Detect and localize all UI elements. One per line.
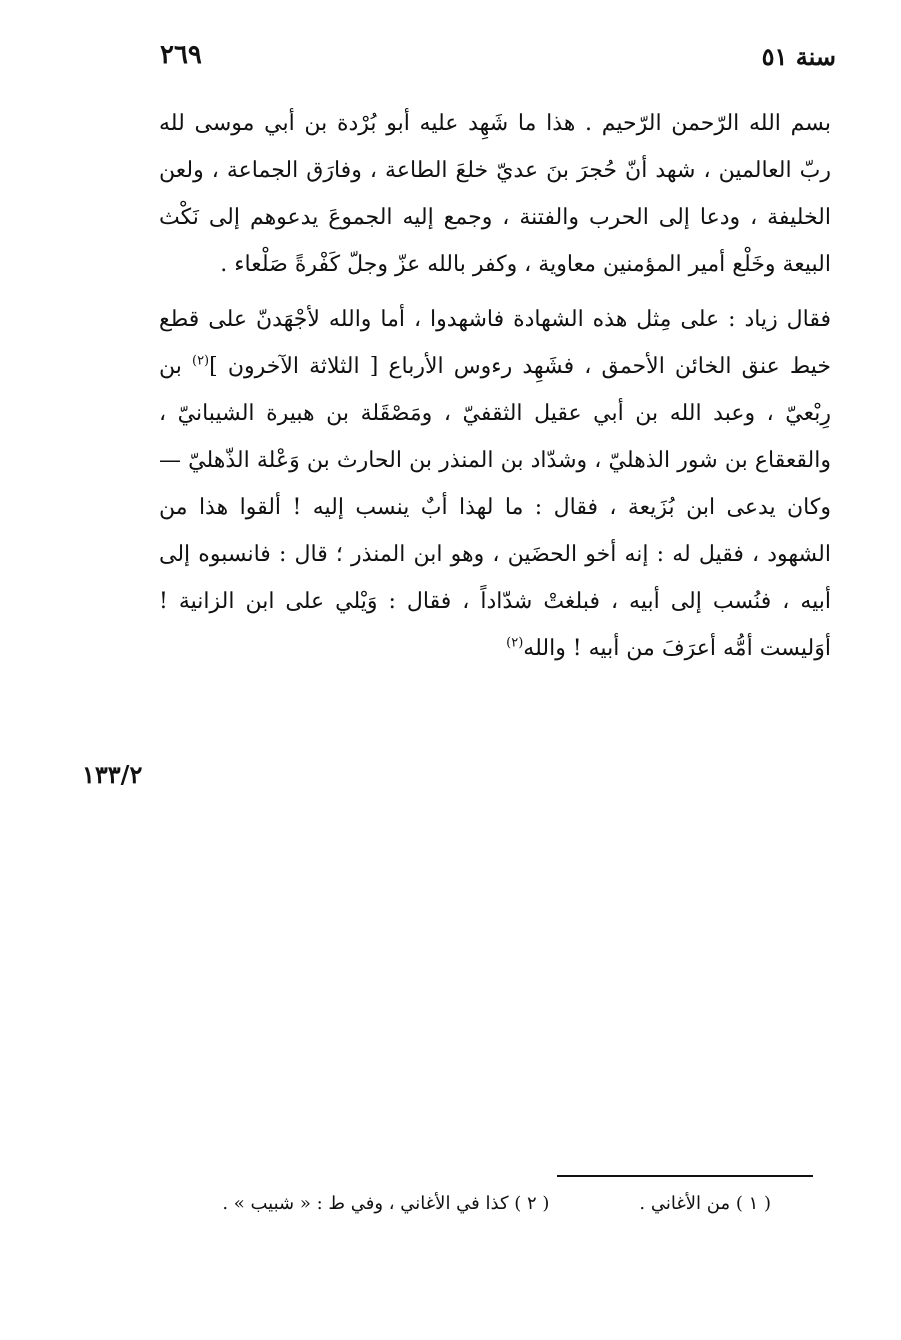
paragraph-text: فقال زياد : على مِثل هذه الشهادة فاشهدوا ، أما والله لأجْهَدنّ على قطع خيط عنق الخائن الأحمق ، فشَهِد رءوس الأرباع [ الثلاثة الآخرون ] [159,307,831,379]
paragraph-text: بسم الله الرّحمن الرّحيم . هذا ما شَهِد عليه أبو بُرْدة بن أبي موسى لله ربّ العالمين ، شهد أنّ حُجرَ بنَ عديّ خلعَ الطاعة ، وفارَق الجماعة ، ولعن الخليفة ، ودعا إلى الحرب والفتنة ، وجمع إليه الجموعَ يدعوهم إلى نَكْث البيعة وخَلْع أمير المؤمنين معاوية ، وكفر بالله عزّ وجلّ كَفْرةً صَلْعاء . [159,111,831,277]
running-header-year: سنة ٥١ [761,42,836,71]
footnote-marker-1: (٢) [191,353,210,369]
main-text [159,100,831,672]
paragraph-text: بن رِبْعيّ ، وعبد الله بن أبي عقيل الثقفيّ ، ومَصْقَلة بن هبيرة الشيبانيّ ، والقعقاع بن شور الذهليّ ، وشدّاد بن المنذر بن الحارث بن وَعْلة الذّهليّ — وكان يدعى ابن بُزَيعة ، فقال : ما لهذا أبٌ ينسب إليه ! ألقوا هذا من الشهود ، فقيل له : إنه أخو الحضَين ، وهو ابن المنذر ؛ قال : فانسبوه إلى أبيه ، فنُسب إلى أبيه ، فبلغتْ شدّاداً ، فقال : وَيْلي على ابن الزانية ! أوَليست أمُّه أعرَفَ من أبيه ! والله [159,354,831,661]
paragraph-oath [159,100,831,288]
footnote-2: ( ٢ ) كذا في الأغاني ، وفي ط : « شبيب » . [222,1193,550,1214]
footnote-1: ( ١ ) من الأغاني . [639,1193,771,1214]
footnote-marker-2: (٢) [506,635,524,651]
paragraph-witnesses [159,296,831,672]
footnotes [151,1193,771,1214]
page-number: ٢٦٩ [160,40,202,70]
margin-reference: ١٣٣/٢ [82,760,143,789]
footnote-divider [557,1175,813,1177]
